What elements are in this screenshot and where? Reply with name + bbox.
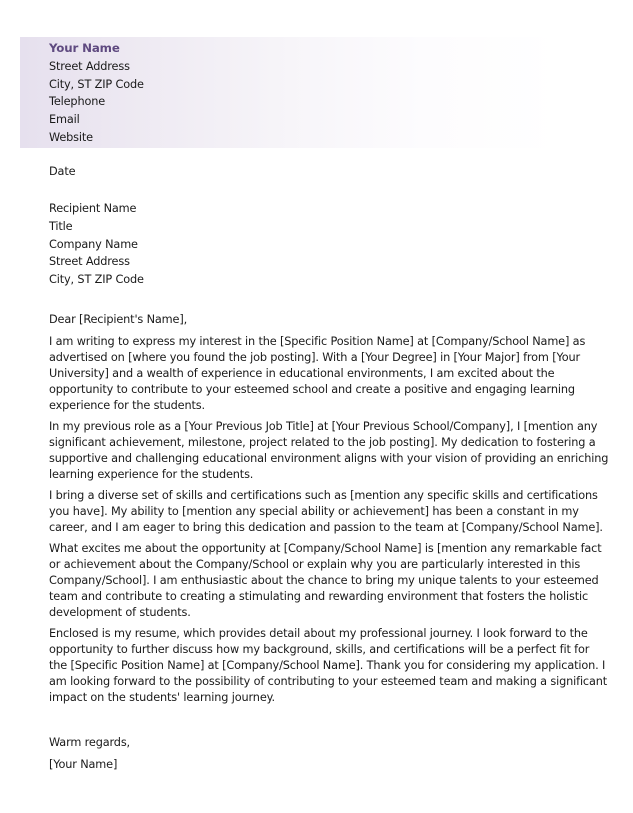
paragraph-line: career, and I am eager to bring this dedication and passion to the team at [Company/School Name]. — [49, 521, 603, 534]
salutation-block — [49, 311, 187, 329]
paragraph-line: impact on the students' learning journey. — [49, 691, 275, 704]
paragraph-line: University] and a wealth of experience in educational environments, I am excited about the — [49, 367, 555, 380]
recipient-name: Recipient Name — [49, 202, 137, 215]
paragraph-line: development of students. — [49, 606, 191, 619]
paragraph-skills — [49, 488, 603, 536]
paragraph-line: experience for the students. — [49, 399, 205, 412]
paragraph-intro — [49, 334, 594, 414]
sender-city-state-zip: City, ST ZIP Code — [49, 77, 144, 91]
paragraph-previous-role — [49, 419, 609, 483]
paragraph-line: you have]. My ability to [mention any special ability or achievement] has been a constant in my — [49, 505, 579, 518]
signature-name: [Your Name] — [49, 758, 118, 771]
salutation: Dear [Recipient's Name], — [49, 313, 188, 326]
sender-street: Street Address — [49, 59, 130, 73]
paragraph-line: am looking forward to the possibility of contributing to your esteemed team and making a significant — [49, 675, 608, 688]
paragraph-line: I am writing to express my interest in the [Specific Position Name] at [Company/School Name] as — [49, 335, 586, 348]
paragraph-line: opportunity to further discuss how my background, skills, and certifications will be a perfect fit for — [49, 643, 590, 656]
sender-block — [49, 40, 144, 147]
closing-block — [49, 734, 130, 752]
paragraph-line: Company/School]. I am enthusiastic about the chance to bring my unique talents to your esteemed — [49, 574, 599, 587]
paragraph-line: I bring a diverse set of skills and certifications such as [mention any specific skills and certifications — [49, 489, 598, 502]
paragraph-line: significant achievement, milestone, project related to the job posting]. My dedication to fostering a — [49, 436, 596, 449]
sender-email: Email — [49, 113, 80, 127]
paragraph-line: Enclosed is my resume, which provides detail about my professional journey. I look forward to the — [49, 627, 588, 640]
recipient-street: Street Address — [49, 255, 130, 269]
recipient-title: Title — [49, 219, 73, 233]
paragraph-line: the [Specific Position Name] at [Company/School Name]. Thank you for considering my application. I — [49, 659, 606, 672]
sender-website: Website — [49, 130, 93, 144]
paragraph-line: opportunity to contribute to your esteemed school and create a positive and engaging learning — [49, 383, 575, 396]
closing: Warm regards, — [49, 736, 130, 749]
paragraph-line: learning experience for the students. — [49, 468, 254, 481]
paragraph-motivation — [49, 541, 602, 621]
letter-date: Date — [49, 165, 76, 178]
recipient-block — [49, 200, 144, 289]
paragraph-closing — [49, 626, 608, 706]
paragraph-line: or achievement about the Company/School or explain why you are particularly interested in this — [49, 558, 581, 571]
recipient-city-state-zip: City, ST ZIP Code — [49, 273, 144, 287]
paragraph-line: team and contribute to creating a stimulating and rewarding environment that fosters the holistic — [49, 590, 589, 603]
paragraph-line: advertised on [where you found the job posting]. With a [Your Degree] in [Your Major] from [Your — [49, 351, 580, 364]
paragraph-line: What excites me about the opportunity at [Company/School Name] is [mention any remarkable fact — [49, 542, 602, 555]
sender-telephone: Telephone — [49, 95, 106, 109]
recipient-company: Company Name — [49, 237, 138, 251]
paragraph-line: In my previous role as a [Your Previous Job Title] at [Your Previous School/Company], I [mention any — [49, 420, 598, 433]
signature-block — [49, 756, 117, 774]
paragraph-line: supportive and challenging educational environment aligns with your vision of providing an enriching — [49, 452, 609, 465]
date-block — [49, 163, 75, 181]
sender-name: Your Name — [49, 41, 120, 55]
letter-body — [49, 334, 609, 711]
